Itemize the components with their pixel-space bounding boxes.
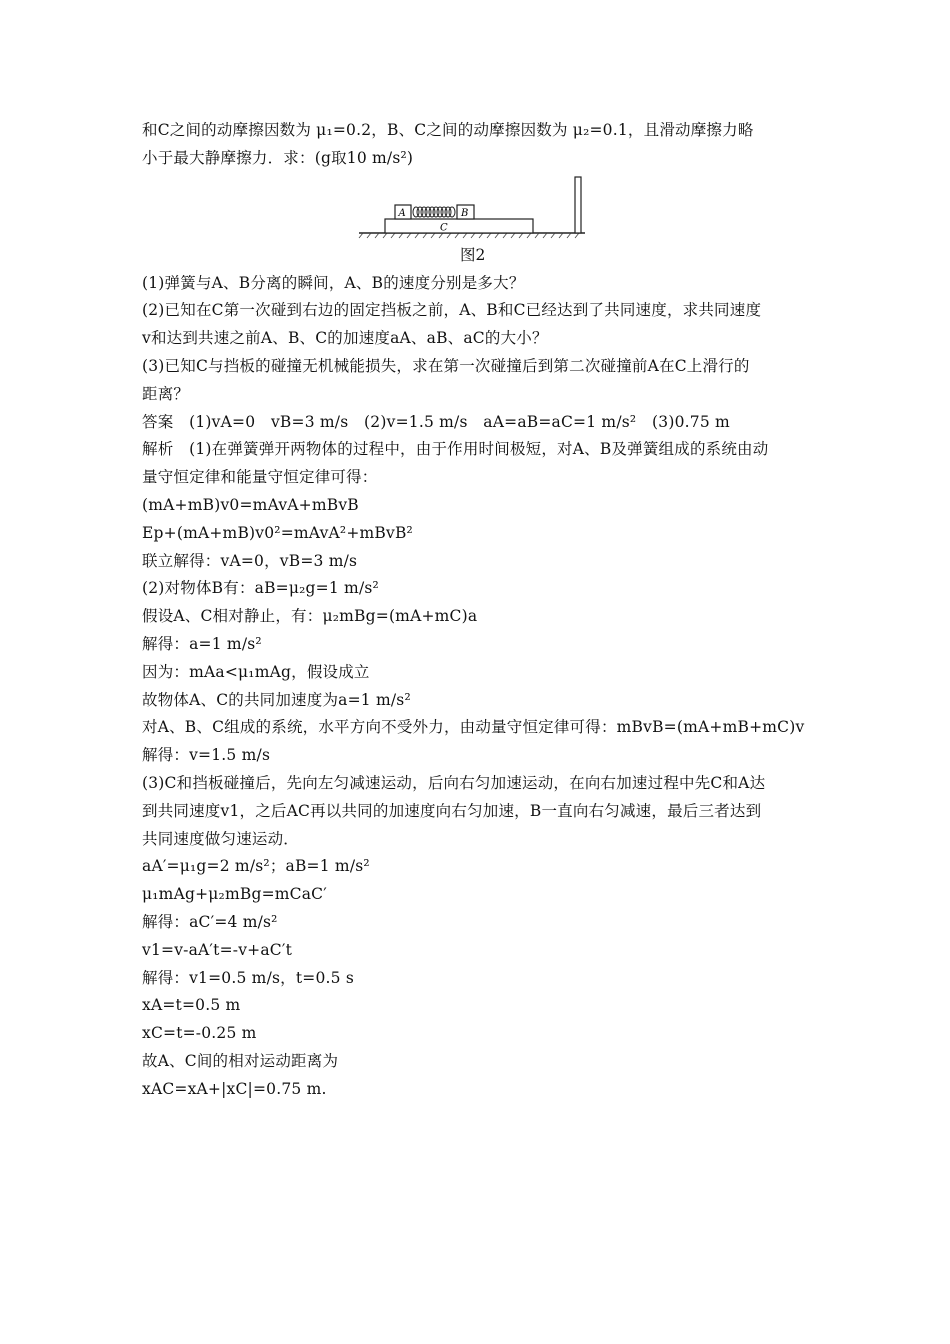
solution-line: v1=v-aA′t=-v+aC′t bbox=[142, 940, 292, 959]
figure-caption: 图2 bbox=[460, 245, 486, 264]
question-line: (3)已知C与挡板的碰撞无机械能损失，求在第一次碰撞后到第二次碰撞前A在C上滑行的 bbox=[142, 356, 750, 375]
question-line: v和达到共速之前A、B、C的加速度aA、aB、aC的大小？ bbox=[142, 329, 548, 348]
block-a-label: A bbox=[398, 207, 406, 219]
solution-line: μ₁mAg+μ₂mBg=mCaC′ bbox=[142, 885, 327, 904]
solution-line: 共同速度做匀速运动． bbox=[142, 829, 300, 848]
intro-line: 和C之间的动摩擦因数为 μ₁=0.2，B、C之间的动摩擦因数为 μ₂=0.1，且滑动摩擦力略 bbox=[142, 121, 754, 139]
question-line: (2)已知在C第一次碰到右边的固定挡板之前，A、B和C已经达到了共同速度，求共同速度 bbox=[142, 301, 762, 320]
fixed-baffle bbox=[575, 177, 581, 233]
solution-line: Ep+(mA+mB)v0²=mAvA²+mBvB² bbox=[142, 523, 413, 542]
solution bbox=[142, 436, 822, 1103]
solution-line: xAC=xA+|xC|=0.75 m. bbox=[142, 1079, 327, 1098]
solution-line: 解得：aC′=4 m/s² bbox=[142, 912, 278, 931]
solution-line: 解析 (1)在弹簧弹开两物体的过程中，由于作用时间极短，对A、B及弹簧组成的系统由动 bbox=[142, 440, 769, 459]
solution-line: (mA+mB)v0=mAvA+mBvB bbox=[142, 495, 359, 514]
solution-line: 假设A、C相对静止，有：μ₂mBg=(mA+mC)a bbox=[142, 607, 478, 626]
solution-line: 解得：v=1.5 m/s bbox=[142, 746, 271, 765]
solution-line: 故物体A、C的共同加速度为a=1 m/s² bbox=[142, 690, 411, 709]
intro-text bbox=[142, 117, 822, 173]
board-c-label: C bbox=[440, 222, 448, 234]
intro-line: 小于最大静摩擦力．求：(g取10 m/s²) bbox=[142, 148, 414, 167]
solution-line: 解得：a=1 m/s² bbox=[142, 634, 262, 653]
document-page bbox=[142, 117, 822, 1104]
figure-2 bbox=[142, 175, 822, 270]
block-b-label: B bbox=[461, 207, 469, 219]
board-c bbox=[385, 219, 533, 233]
solution-line: (3)C和挡板碰撞后，先向左匀减速运动，后向右匀加速运动，在向右加速过程中先C和A达 bbox=[142, 773, 766, 792]
spring-blocks-diagram bbox=[357, 175, 617, 245]
question-line: (1)弹簧与A、B分离的瞬间，A、B的速度分别是多大？ bbox=[142, 273, 525, 292]
question-line: 距离？ bbox=[142, 384, 190, 403]
spring bbox=[413, 207, 455, 217]
questions bbox=[142, 270, 822, 409]
solution-line: 对A、B、C组成的系统，水平方向不受外力，由动量守恒定律可得：mBvB=(mA+mB+mC)v bbox=[142, 718, 805, 737]
solution-line: 解得：v1=0.5 m/s，t=0.5 s bbox=[142, 968, 355, 987]
solution-line: aA′=μ₁g=2 m/s²；aB=1 m/s² bbox=[142, 857, 370, 876]
ground-hatching bbox=[359, 233, 579, 238]
solution-line: 到共同速度v1，之后AC再以共同的加速度向右匀加速，B一直向右匀减速，最后三者达到 bbox=[142, 801, 762, 820]
solution-line: 量守恒定律和能量守恒定律可得： bbox=[142, 468, 378, 487]
solution-line: 联立解得：vA=0，vB=3 m/s bbox=[142, 551, 358, 570]
solution-line: xA=t=0.5 m bbox=[142, 996, 241, 1015]
solution-line: 因为：mAa<μ₁mAg，假设成立 bbox=[142, 662, 370, 681]
answer-line: 答案 (1)vA=0 vB=3 m/s (2)v=1.5 m/s aA=aB=aC=1 m/s² (3)0.75 m bbox=[142, 412, 730, 431]
solution-line: 故A、C间的相对运动距离为 bbox=[142, 1051, 339, 1070]
solution-line: (2)对物体B有：aB=μ₂g=1 m/s² bbox=[142, 579, 379, 598]
solution-line: xC=t=-0.25 m bbox=[142, 1024, 257, 1043]
